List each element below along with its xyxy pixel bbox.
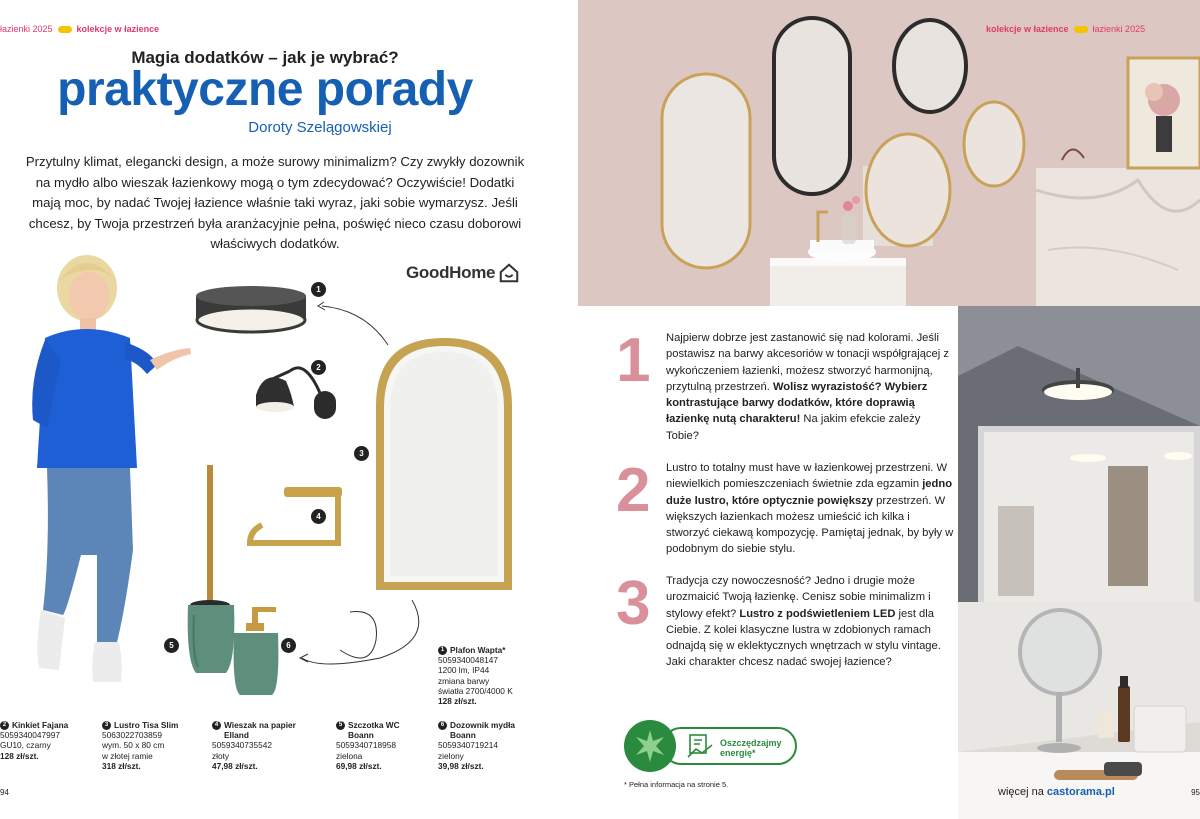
tip-text-regular: Najpierw dobrze jest zastanowić się nad kolorami. Jeśli postawisz na barwy akcesoriów w tonacji współgrającej z wykończeniem łazienki, możesz stworzyć harmonijną, przytulną przestrzeń.	[666, 332, 949, 393]
product-detail: 5059340047997	[0, 730, 60, 741]
product-name: Szczotka WC Boann	[348, 720, 400, 741]
breadcrumb-separator-pill	[58, 26, 72, 33]
product-detail: 1200 lm, IP44	[438, 665, 490, 676]
tip-text-regular: Tradycja czy nowoczesność? Jedno i drugie może urozmaicić Twoją łazienkę. Cenisz sobie minimalizm i stylowy efekt?	[666, 575, 931, 620]
product-kinkiet-fajana	[0, 720, 95, 761]
tip-text-regular: Lustro to totalny must have w łazienkowej przestrzeni. W niewielkich pomieszczeniach świetnie zda egzamin	[666, 462, 948, 491]
page-number-right: 95	[1191, 788, 1200, 797]
product-detail: zielony	[438, 750, 464, 761]
product-plafon-wapta	[438, 645, 548, 706]
energy-saving-badge	[624, 720, 799, 770]
castorama-website-link[interactable]: castorama.pl	[1046, 786, 1115, 798]
marker-6: 6	[281, 638, 296, 653]
tip-text	[666, 330, 956, 444]
tip-text-bold: jedno duże lustro, które optycznie powiększy	[666, 478, 953, 507]
product-number-badge: 6	[438, 721, 447, 730]
product-detail: w złotej ramie	[102, 750, 153, 761]
green-star-icon	[624, 720, 676, 772]
article-intro: Przytulny klimat, elegancki design, a może surowy minimalizm? Czy zwykły dozownik na mydło albo wieszak łazienkowy mogą o tym zdecydować? Oczywiście! Dodatki mają moc, by nadać Twojej łazience właśnie taki wyraz, jaki sobie wymarzysz. Jeśli chcesz, by Twoja przestrzeń była aranżacyjnie pełna, poświęć nieco czasu doborowi właściwych dodatków.	[25, 154, 525, 251]
energy-bill-icon	[686, 733, 714, 759]
house-logo-icon	[498, 262, 520, 284]
tip-text-bold: Lustro z podświetleniem LED	[739, 607, 896, 620]
tip-text-regular: przestrzeń. W większych łazienkach możesz umieścić ich kilka i stworzyć ciekawą kompozycję. Pamiętaj jednak, by były w podobnym do siebie stylu.	[666, 494, 954, 556]
product-detail: światła 2700/4000 K	[438, 685, 513, 696]
left-page	[0, 0, 578, 819]
product-detail: 5059340048147	[438, 655, 498, 666]
tip-text	[666, 460, 956, 558]
tip-number: 3	[616, 569, 651, 638]
breadcrumb-left	[0, 24, 159, 34]
marker-2: 2	[311, 360, 326, 375]
marker-5: 5	[164, 638, 179, 653]
breadcrumb-current: kolekcje w łazience	[76, 24, 160, 34]
tip-text-regular: jest dla Ciebie. Z kolei klasyczne lustra w zdobionych ramach odnajdą się w eklektycznych wnętrzach w stylu vintage. Jaki charakter chcesz nadać swojej łazience?	[666, 607, 941, 669]
product-detail: zielona	[336, 750, 363, 761]
tip-text-regular: Na jakim efekcie zależy Tobie?	[666, 413, 921, 442]
product-detail: 5063022703859	[102, 730, 162, 741]
product-detail: 5059340735542	[212, 740, 272, 751]
product-detail: 5059340719214	[438, 740, 498, 751]
product-price: 69,98 zł/szt.	[336, 760, 382, 771]
product-name: Lustro Tisa Slim	[114, 720, 179, 730]
marker-3: 3	[354, 446, 369, 461]
product-detail: zmiana barwy	[438, 675, 490, 686]
product-number-badge: 5	[336, 721, 345, 730]
product-lustro-tisa-slim	[102, 720, 202, 771]
product-number-badge: 1	[438, 646, 447, 655]
footnote: * Pełna informacja na stronie 5.	[624, 780, 729, 789]
marker-1: 1	[311, 282, 326, 297]
tip-number: 2	[616, 456, 651, 525]
page-number-left: 94	[0, 788, 9, 797]
breadcrumb-separator-pill	[1074, 26, 1088, 33]
product-dozownik-boann	[438, 720, 528, 771]
product-wieszak-elland	[212, 720, 322, 771]
energy-saving-label: Oszczędzajmy energię*	[720, 738, 782, 758]
product-price: 318 zł/szt.	[102, 760, 141, 771]
article-subtitle: Magia dodatków – jak je wybrać?	[131, 48, 399, 67]
product-price: 128 zł/szt.	[438, 696, 477, 707]
article-title: praktyczne porady	[57, 63, 473, 116]
product-name: Plafon Wapta*	[450, 645, 506, 655]
product-name: Dozownik mydła Boann	[450, 720, 516, 741]
dorota-portrait-image	[25, 250, 200, 690]
breadcrumb-section: łazienki 2025	[1092, 24, 1146, 34]
bathroom-mirrors-photo	[578, 0, 1200, 306]
right-page	[578, 0, 1200, 819]
product-price: 39,98 zł/szt.	[438, 760, 484, 771]
led-mirror-photo	[958, 306, 1200, 602]
product-price: 47,98 zł/szt.	[212, 760, 258, 771]
tip-number: 1	[616, 326, 651, 395]
more-info-prefix: więcej na	[998, 786, 1047, 798]
product-detail: 5059340718958	[336, 740, 396, 751]
product-number-badge: 4	[212, 721, 221, 730]
brand-name: GoodHome	[406, 263, 496, 282]
product-detail: wym. 50 x 80 cm	[102, 740, 165, 751]
product-szczotka-boann	[336, 720, 426, 771]
marker-4: 4	[311, 509, 326, 524]
product-name: Kinkiet Fajana	[12, 720, 69, 730]
tip-text-bold: Wolisz wyrazistość? Wybierz kontrastujące barwy dodatków, które doprawią łazienkę nutą charakteru!	[666, 380, 928, 426]
article-author: Doroty Szelągowskiej	[248, 119, 392, 136]
breadcrumb-current: kolekcje w łazience	[986, 24, 1069, 34]
breadcrumb-right	[986, 24, 1145, 34]
product-name: Wieszak na papier Elland	[224, 720, 296, 741]
breadcrumb-section: łazienki 2025	[0, 24, 53, 34]
product-detail: GU10, czarny	[0, 740, 51, 751]
decorative-arrows	[290, 290, 440, 670]
product-number-badge: 2	[0, 721, 9, 730]
goodhome-logo	[406, 262, 520, 284]
product-detail: złoty	[212, 750, 230, 761]
product-price: 128 zł/szt.	[0, 750, 39, 761]
tip-text	[666, 573, 956, 671]
product-number-badge: 3	[102, 721, 111, 730]
soap-dispenser-image	[230, 603, 282, 699]
more-info-link[interactable]	[998, 786, 1115, 798]
